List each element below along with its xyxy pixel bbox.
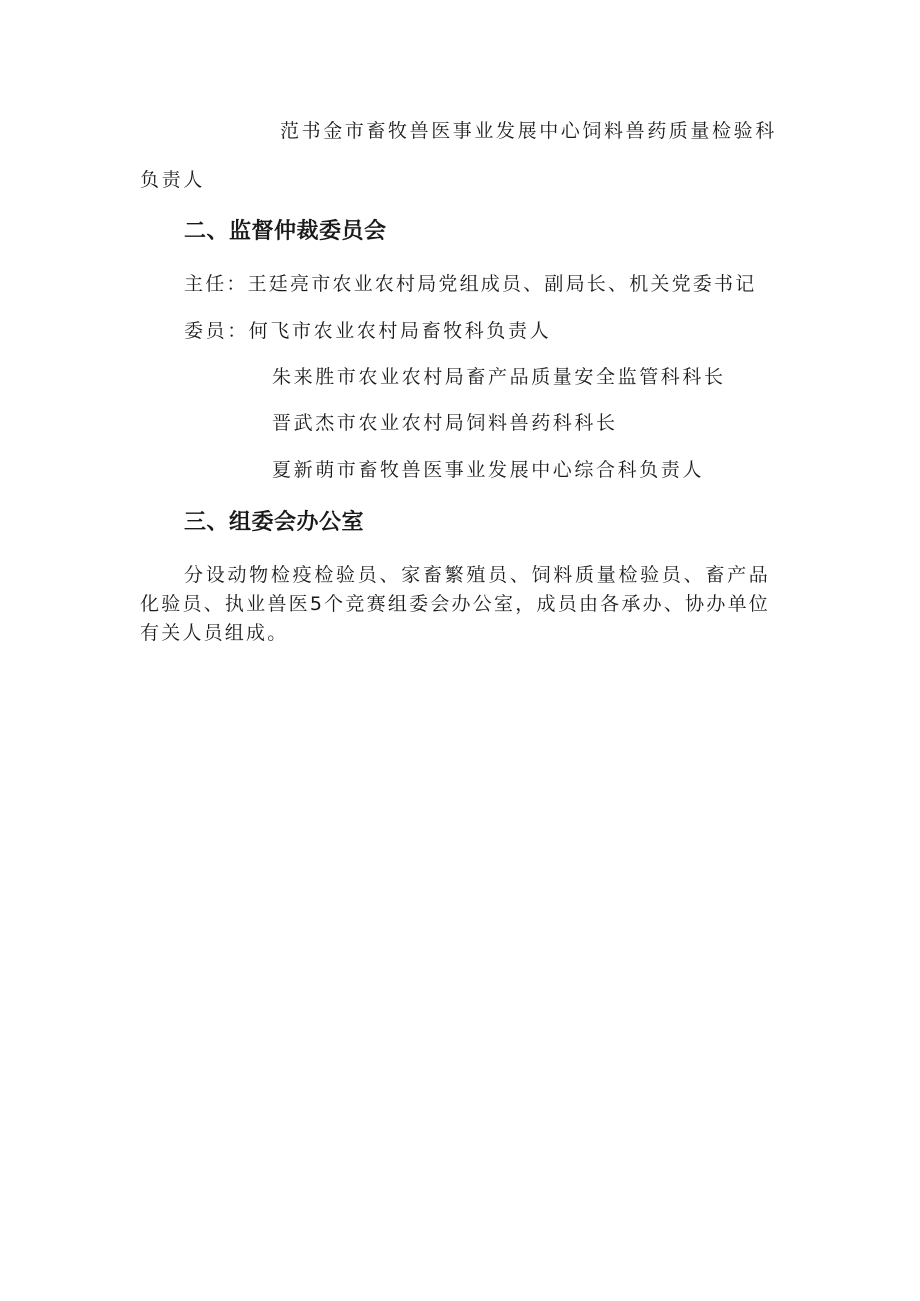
member-entry-fan-shujin: 范书金市畜牧兽医事业发展中心饲料兽药质量检验科 bbox=[280, 120, 777, 142]
organizing-office-description: 分设动物检疫检验员、家畜繁殖员、饲料质量检验员、畜产品化验员、执业兽医5个竞赛组委会办公室，成员由各承办、协办单位有关人员组成。 bbox=[140, 564, 770, 644]
committee-member-xia-xinmeng: 夏新萌市畜牧兽医事业发展中心综合科负责人 bbox=[272, 459, 705, 481]
section-heading-organizing-office: 三、组委会办公室 bbox=[184, 510, 365, 535]
committee-member-jin-wujie: 晋武杰市农业农村局饲料兽药科科长 bbox=[272, 412, 618, 434]
committee-member-zhu-laisheng: 朱来胜市农业农村局畜产品质量安全监管科科长 bbox=[272, 366, 726, 388]
section-heading-supervision-committee: 二、监督仲裁委员会 bbox=[184, 219, 387, 244]
committee-member-he-fei: 委员：何飞市农业农村局畜牧科负责人 bbox=[184, 320, 552, 342]
member-entry-fan-shujin-continued: 负责人 bbox=[140, 169, 205, 191]
committee-director: 主任：王廷亮市农业农村局党组成员、副局长、机关党委书记 bbox=[184, 273, 757, 295]
